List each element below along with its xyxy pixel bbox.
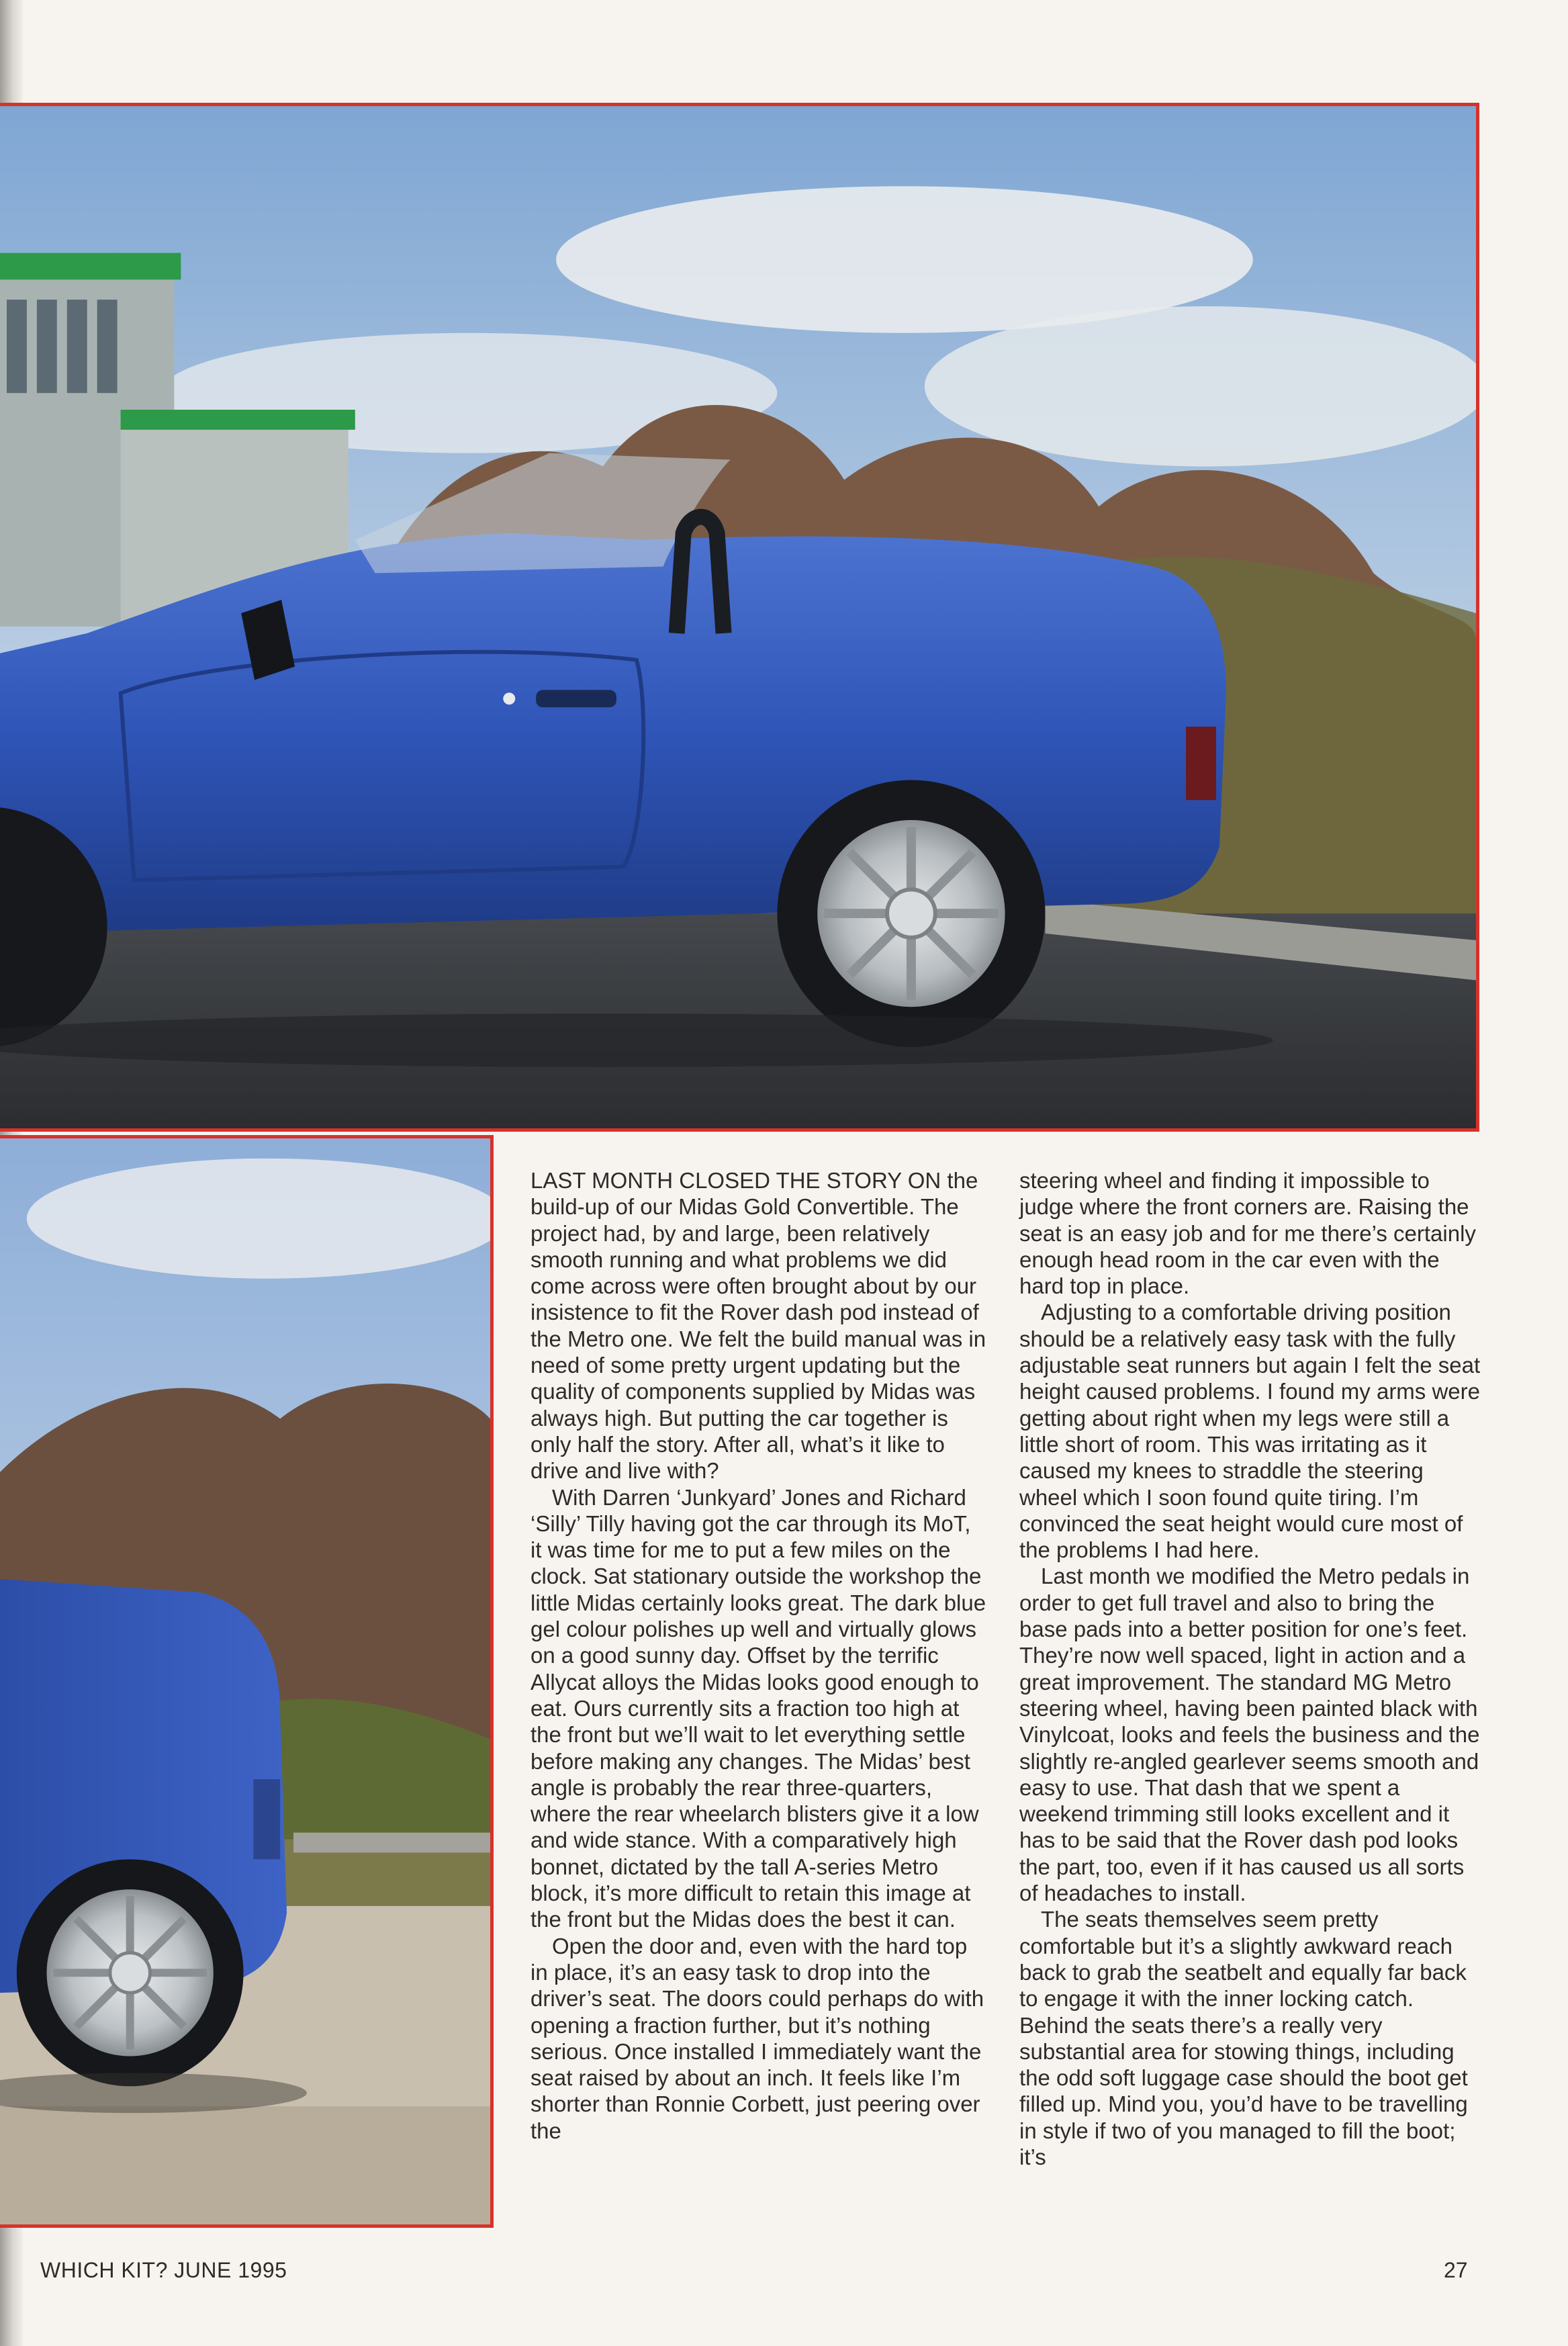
- car-front-photo: [0, 1135, 494, 2228]
- paragraph: LAST MONTH CLOSED THE STORY ON the build-up of our Midas Gold Convertible. The project had, by and large, been relatively smooth running and what problems we did come across were often brought about by our insistence to fit the Rover dash pod instead of the Metro one. We felt the build manual was in need of some pretty urgent updating but the quality of components supplied by Midas was always high. But putting the car together is only half the story. After all, what’s it like to drive and live with?: [531, 1168, 986, 1484]
- page-number: 27: [1444, 2258, 1468, 2282]
- paragraph: Last month we modified the Metro pedals in order to get full travel and also to bring the base pads into a better position for one’s feet. They’re now well spaced, light in action and a great improvement. The standard MG Metro steering wheel, having been painted black with Vinylcoat, looks and feels the business and the slightly re-angled gearlever seems smooth and easy to use. That dash that we spent a weekend trimming still looks excellent and it has to be said that the Rover dash pod looks the part, too, even if it has caused us all sorts of headaches to install.: [1019, 1564, 1480, 1906]
- paragraph: Adjusting to a comfortable driving position should be a relatively easy task with the fully adjustable seat runners but again I felt the seat height caused problems. I found my arms were getting about right when my legs were still a little short of room. This was irritating as it caused my knees to straddle the steering wheel which I soon found quite tiring. I’m convinced the seat height would cure most of the problems I had here.: [1019, 1300, 1481, 1563]
- article-column-1: [531, 1167, 987, 2144]
- publication-footer: WHICH KIT? JUNE 1995: [40, 2258, 287, 2282]
- paragraph: Open the door and, even with the hard top in place, it’s an easy task to drop into the driver’s seat. The doors could perhaps do with opening a fraction further, but it’s nothing serious. Once installed I immediately want the seat raised by about an inch. It feels like I’m shorter than Ronnie Corbett, just peering over the: [531, 1933, 984, 2143]
- article-column-2: [1019, 1167, 1483, 2170]
- paragraph: The seats themselves seem pretty comfortable but it’s a slightly awkward reach back to grab the seatbelt and equally far back to engage it with the inner locking catch. Behind the seats there’s a really very substantial area for stowing things, including the odd soft luggage case should the boot get filled up. Mind you, you’d have to be travelling in style if two of you managed to fill the boot; it’s: [1019, 1907, 1468, 2169]
- paragraph: steering wheel and finding it impossible to judge where the front corners are. Raising the seat is an easy job and for me there’s certainly enough head room in the car even with the hard top in place.: [1019, 1168, 1476, 1299]
- paragraph: With Darren ‘Junkyard’ Jones and Richard ‘Silly’ Tilly having got the car through its MoT, it was time for me to put a few miles on the clock. Sat stationary outside the workshop the little Midas certainly looks great. The dark blue gel colour polishes up well and virtually glows on a good sunny day. Offset by the terrific Allycat alloys the Midas looks good enough to eat. Ours currently sits a fraction too high at the front but we’ll wait to let everything settle before making any changes. The Midas’ best angle is probably the rear three-quarters, where the rear wheelarch blisters give it a low and wide stance. With a comparatively high bonnet, dictated by the tall A-series Metro block, it’s more difficult to retain this image at the front but the Midas does the best it can.: [531, 1484, 986, 1932]
- car-front-illustration: [0, 1138, 490, 2224]
- car-side-photo: [0, 103, 1479, 1132]
- car-side-illustration: [0, 106, 1476, 1128]
